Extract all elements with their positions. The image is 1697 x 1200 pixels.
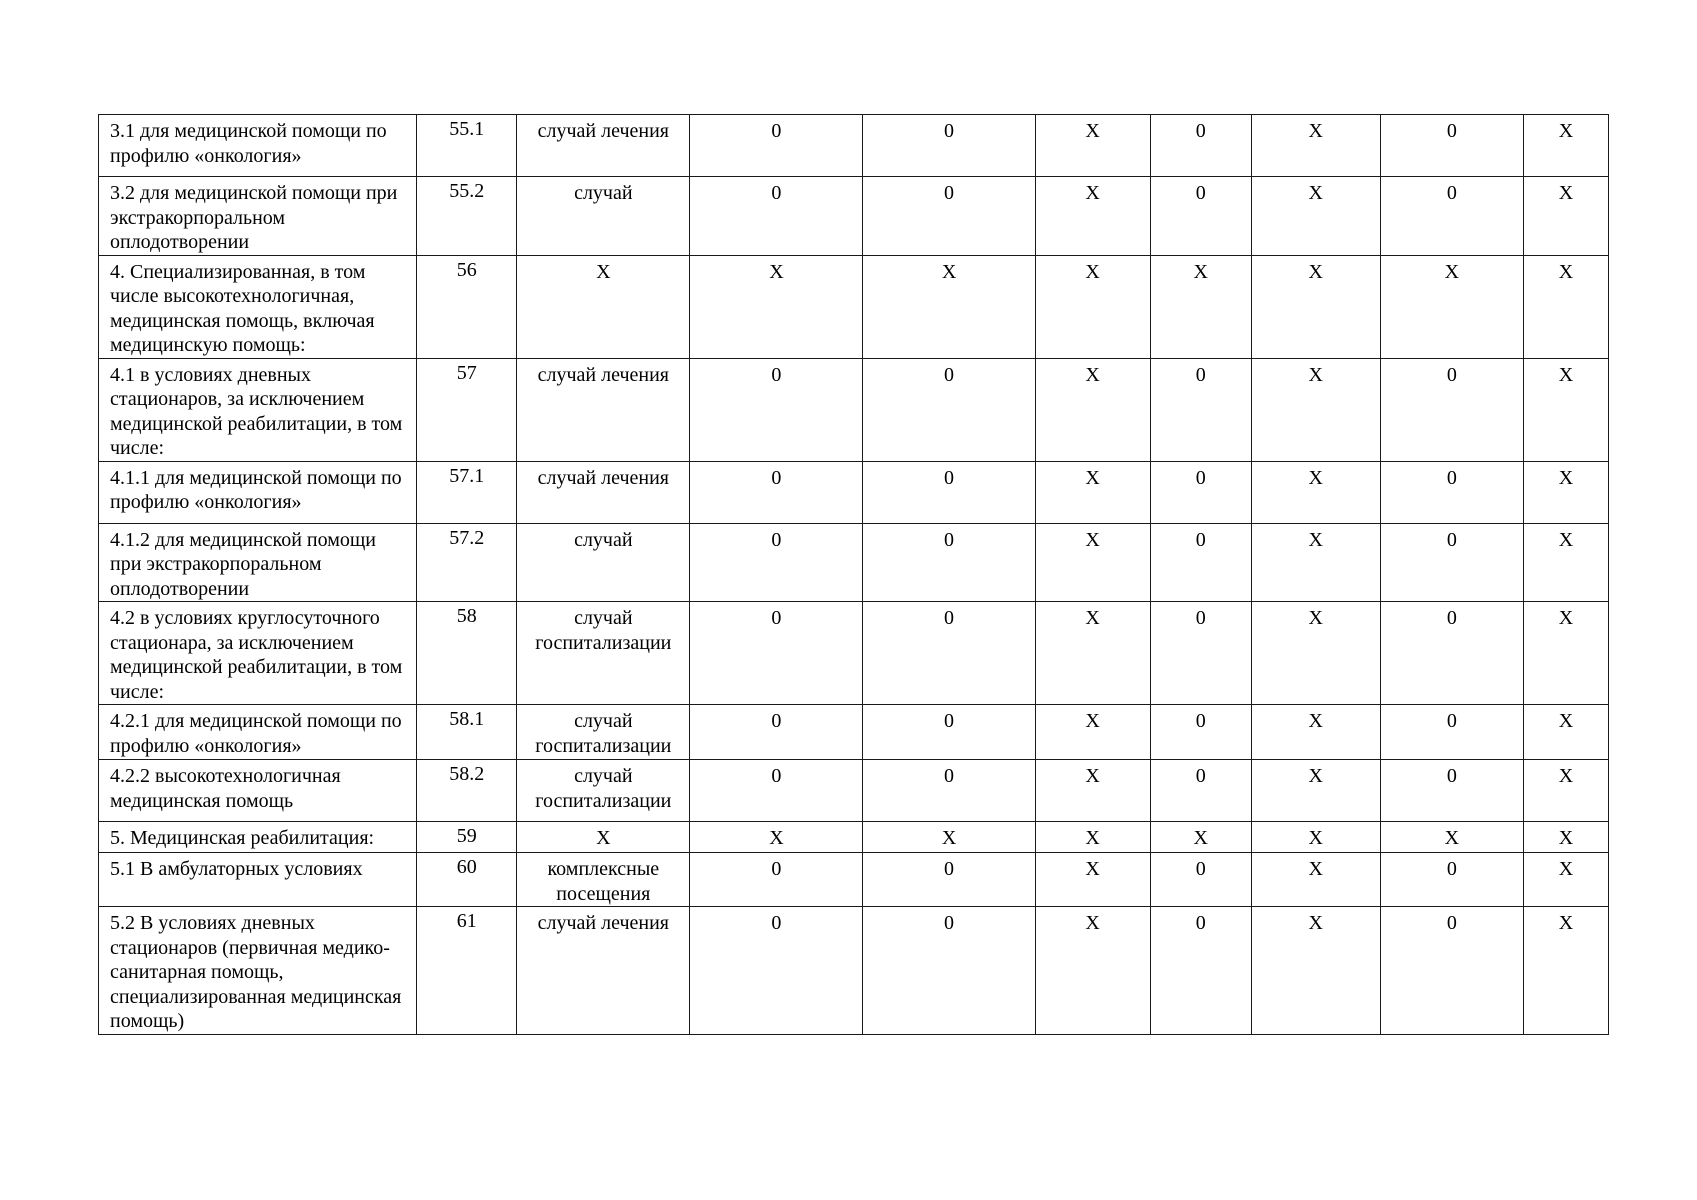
table-row (99, 115, 1609, 177)
unit-cell: случай (517, 177, 690, 256)
row-code-cell: 61 (417, 907, 517, 1035)
value-cell-10: X (1523, 115, 1608, 177)
value-cell-4: 0 (690, 461, 863, 523)
value-cell-8: X (1251, 760, 1380, 822)
row-name-cell: 4.1.1 для медицинской помощи по профилю «онкология» (99, 461, 417, 523)
value-cell-4: X (690, 822, 863, 853)
row-code-cell: 55.1 (417, 115, 517, 177)
value-cell-4: 0 (690, 115, 863, 177)
value-cell-4: 0 (690, 705, 863, 760)
value-cell-5: 0 (863, 705, 1035, 760)
value-cell-9: 0 (1380, 907, 1523, 1035)
row-code-cell: 57 (417, 358, 517, 461)
value-cell-4: 0 (690, 523, 863, 602)
value-cell-6: X (1035, 822, 1150, 853)
value-cell-9: 0 (1380, 177, 1523, 256)
row-code-cell: 58 (417, 602, 517, 705)
value-cell-10: X (1523, 822, 1608, 853)
row-name-cell: 4.1.2 для медицинской помощи при экстракорпоральном оплодотворении (99, 523, 417, 602)
value-cell-6: X (1035, 760, 1150, 822)
value-cell-6: X (1035, 255, 1150, 358)
value-cell-4: 0 (690, 602, 863, 705)
row-code-cell: 56 (417, 255, 517, 358)
table-body (99, 115, 1609, 1035)
table-row (99, 255, 1609, 358)
unit-cell: случай госпитализации (517, 760, 690, 822)
value-cell-7: X (1150, 822, 1251, 853)
value-cell-8: X (1251, 255, 1380, 358)
row-code-cell: 59 (417, 822, 517, 853)
value-cell-5: X (863, 255, 1035, 358)
value-cell-8: X (1251, 461, 1380, 523)
row-name-cell: 4. Специализированная, в том числе высокотехнологичная, медицинская помощь, включая медицинскую помощь: (99, 255, 417, 358)
value-cell-5: 0 (863, 177, 1035, 256)
unit-cell: случай (517, 523, 690, 602)
value-cell-9: 0 (1380, 705, 1523, 760)
value-cell-4: 0 (690, 853, 863, 907)
value-cell-8: X (1251, 358, 1380, 461)
table-row (99, 853, 1609, 907)
value-cell-7: 0 (1150, 907, 1251, 1035)
value-cell-8: X (1251, 705, 1380, 760)
document-table (98, 114, 1609, 1035)
value-cell-9: X (1380, 255, 1523, 358)
value-cell-10: X (1523, 177, 1608, 256)
value-cell-5: X (863, 822, 1035, 853)
value-cell-6: X (1035, 358, 1150, 461)
value-cell-10: X (1523, 907, 1608, 1035)
value-cell-10: X (1523, 602, 1608, 705)
value-cell-4: 0 (690, 760, 863, 822)
value-cell-9: 0 (1380, 358, 1523, 461)
value-cell-6: X (1035, 602, 1150, 705)
value-cell-7: X (1150, 255, 1251, 358)
value-cell-6: X (1035, 853, 1150, 907)
value-cell-10: X (1523, 255, 1608, 358)
value-cell-5: 0 (863, 115, 1035, 177)
value-cell-8: X (1251, 177, 1380, 256)
value-cell-7: 0 (1150, 602, 1251, 705)
table-row (99, 705, 1609, 760)
table-row (99, 602, 1609, 705)
table-row (99, 358, 1609, 461)
value-cell-7: 0 (1150, 853, 1251, 907)
value-cell-4: X (690, 255, 863, 358)
unit-cell: комплексные посещения (517, 853, 690, 907)
value-cell-6: X (1035, 177, 1150, 256)
table-row (99, 461, 1609, 523)
value-cell-6: X (1035, 523, 1150, 602)
row-name-cell: 4.2.1 для медицинской помощи по профилю «онкология» (99, 705, 417, 760)
value-cell-5: 0 (863, 523, 1035, 602)
unit-cell: X (517, 822, 690, 853)
value-cell-7: 0 (1150, 705, 1251, 760)
value-cell-8: X (1251, 853, 1380, 907)
value-cell-10: X (1523, 760, 1608, 822)
value-cell-8: X (1251, 523, 1380, 602)
row-code-cell: 57.2 (417, 523, 517, 602)
value-cell-7: 0 (1150, 760, 1251, 822)
value-cell-7: 0 (1150, 523, 1251, 602)
row-name-cell: 3.2 для медицинской помощи при экстракорпоральном оплодотворении (99, 177, 417, 256)
value-cell-5: 0 (863, 602, 1035, 705)
unit-cell: случай госпитализации (517, 602, 690, 705)
value-cell-4: 0 (690, 907, 863, 1035)
value-cell-10: X (1523, 461, 1608, 523)
table-row (99, 760, 1609, 822)
value-cell-9: 0 (1380, 853, 1523, 907)
value-cell-9: X (1380, 822, 1523, 853)
row-name-cell: 3.1 для медицинской помощи по профилю «онкология» (99, 115, 417, 177)
value-cell-5: 0 (863, 358, 1035, 461)
value-cell-9: 0 (1380, 115, 1523, 177)
table-row (99, 177, 1609, 256)
table-row (99, 822, 1609, 853)
value-cell-4: 0 (690, 358, 863, 461)
table-row (99, 907, 1609, 1035)
value-cell-8: X (1251, 602, 1380, 705)
unit-cell: X (517, 255, 690, 358)
value-cell-6: X (1035, 705, 1150, 760)
value-cell-9: 0 (1380, 461, 1523, 523)
row-code-cell: 57.1 (417, 461, 517, 523)
value-cell-6: X (1035, 461, 1150, 523)
row-name-cell: 5.1 В амбулаторных условиях (99, 853, 417, 907)
value-cell-9: 0 (1380, 523, 1523, 602)
row-name-cell: 5. Медицинская реабилитация: (99, 822, 417, 853)
row-name-cell: 4.2.2 высокотехнологичная медицинская помощь (99, 760, 417, 822)
value-cell-8: X (1251, 822, 1380, 853)
unit-cell: случай лечения (517, 461, 690, 523)
value-cell-5: 0 (863, 907, 1035, 1035)
value-cell-9: 0 (1380, 760, 1523, 822)
unit-cell: случай лечения (517, 115, 690, 177)
row-code-cell: 58.1 (417, 705, 517, 760)
value-cell-9: 0 (1380, 602, 1523, 705)
value-cell-7: 0 (1150, 358, 1251, 461)
value-cell-10: X (1523, 853, 1608, 907)
value-cell-6: X (1035, 115, 1150, 177)
value-cell-5: 0 (863, 853, 1035, 907)
value-cell-7: 0 (1150, 461, 1251, 523)
value-cell-5: 0 (863, 760, 1035, 822)
row-name-cell: 5.2 В условиях дневных стационаров (первичная медико-санитарная помощь, специализированная медицинская помощь) (99, 907, 417, 1035)
value-cell-7: 0 (1150, 115, 1251, 177)
unit-cell: случай лечения (517, 358, 690, 461)
value-cell-10: X (1523, 705, 1608, 760)
value-cell-8: X (1251, 907, 1380, 1035)
value-cell-7: 0 (1150, 177, 1251, 256)
row-code-cell: 55.2 (417, 177, 517, 256)
row-code-cell: 60 (417, 853, 517, 907)
row-code-cell: 58.2 (417, 760, 517, 822)
value-cell-4: 0 (690, 177, 863, 256)
unit-cell: случай лечения (517, 907, 690, 1035)
table-row (99, 523, 1609, 602)
value-cell-5: 0 (863, 461, 1035, 523)
value-cell-10: X (1523, 358, 1608, 461)
row-name-cell: 4.1 в условиях дневных стационаров, за исключением медицинской реабилитации, в том числе: (99, 358, 417, 461)
value-cell-8: X (1251, 115, 1380, 177)
value-cell-6: X (1035, 907, 1150, 1035)
unit-cell: случай госпитализации (517, 705, 690, 760)
row-name-cell: 4.2 в условиях круглосуточного стационара, за исключением медицинской реабилитации, в том числе: (99, 602, 417, 705)
value-cell-10: X (1523, 523, 1608, 602)
